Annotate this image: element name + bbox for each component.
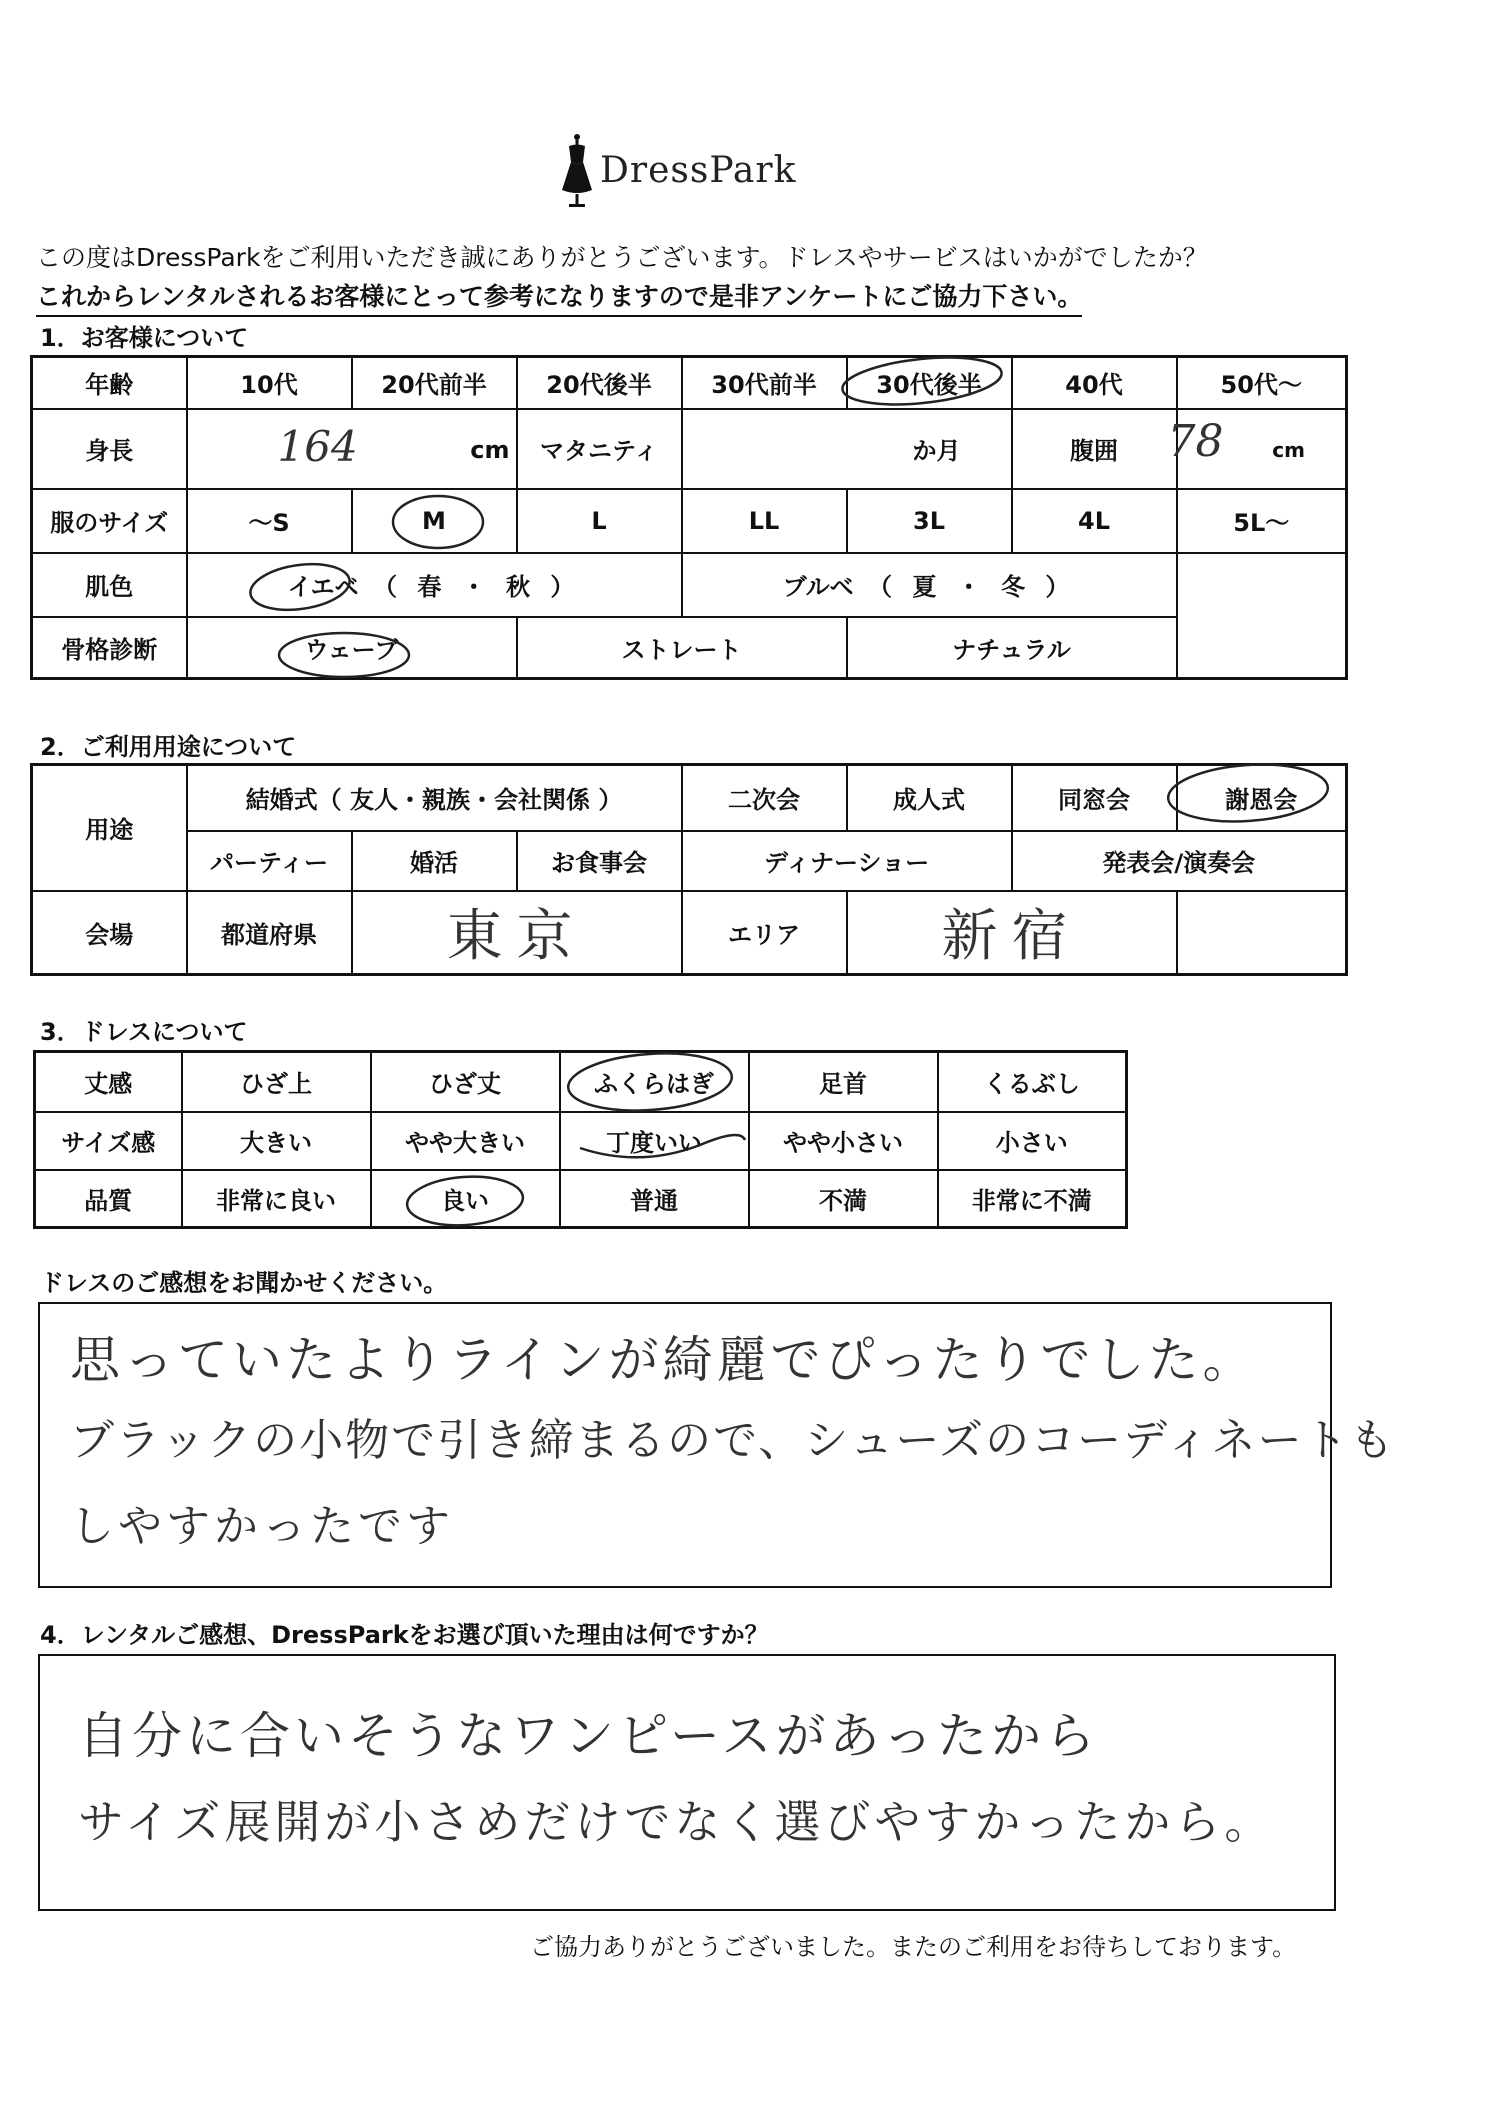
age-option[interactable]: 40代 bbox=[1012, 357, 1177, 409]
age-row bbox=[32, 357, 1347, 409]
fit-option[interactable]: やや大きい bbox=[371, 1112, 560, 1170]
purpose-option-selected[interactable]: 謝恩会 bbox=[1177, 765, 1347, 831]
length-option[interactable]: 足首 bbox=[749, 1052, 938, 1112]
frame-option[interactable]: ナチュラル bbox=[847, 617, 1177, 679]
size-option[interactable]: ～S bbox=[187, 489, 352, 553]
age-option[interactable]: 20代前半 bbox=[352, 357, 517, 409]
purpose-option[interactable]: ディナーショー bbox=[682, 831, 1012, 891]
height-unit: cm bbox=[470, 435, 510, 464]
purpose-row-1 bbox=[32, 765, 1347, 831]
skin-blue-option[interactable] bbox=[682, 553, 1177, 617]
skin-row bbox=[32, 553, 1347, 617]
fit-label: サイズ感 bbox=[35, 1112, 182, 1170]
venue-row bbox=[32, 891, 1347, 975]
age-option[interactable]: 20代後半 bbox=[517, 357, 682, 409]
dress-comment-box[interactable] bbox=[38, 1302, 1396, 1588]
quality-option[interactable]: 非常に良い bbox=[182, 1170, 371, 1228]
dress-comment-line: ブラックの小物で引き締まるので、シューズのコーディネートも bbox=[70, 1415, 1396, 1466]
size-option[interactable]: LL bbox=[682, 489, 847, 553]
intro-request: これからレンタルされるお客様にとって参考になりますので是非アンケートにご協力下さい。 bbox=[36, 277, 1082, 317]
purpose-option[interactable]: 二次会 bbox=[682, 765, 847, 831]
quality-option[interactable]: 不満 bbox=[749, 1170, 938, 1228]
frame-option[interactable]: ストレート bbox=[517, 617, 847, 679]
size-option[interactable]: 4L bbox=[1012, 489, 1177, 553]
purpose-label: 用途 bbox=[32, 765, 187, 891]
skin-label: 肌色 bbox=[32, 553, 187, 617]
waist-field[interactable] bbox=[1167, 409, 1347, 489]
size-option-selected[interactable]: M bbox=[352, 489, 517, 553]
frame-option-selected[interactable]: ウェーブ bbox=[187, 617, 517, 679]
age-option[interactable]: 10代 bbox=[187, 357, 352, 409]
empty-cell bbox=[1177, 617, 1347, 679]
age-option[interactable]: 30代前半 bbox=[682, 357, 847, 409]
reason-answer-box[interactable] bbox=[38, 1654, 1336, 1911]
height-label: 身長 bbox=[32, 409, 187, 489]
purpose-option[interactable]: 成人式 bbox=[847, 765, 1012, 831]
waist-value: 78 bbox=[1167, 415, 1224, 467]
quality-option-selected[interactable]: 良い bbox=[371, 1170, 560, 1228]
dress-comment-line: しやすかったです bbox=[70, 1501, 454, 1552]
height-value: 164 bbox=[277, 421, 358, 471]
size-option[interactable]: L bbox=[517, 489, 682, 553]
length-row bbox=[35, 1052, 1127, 1112]
prefecture-field[interactable] bbox=[352, 891, 682, 975]
frame-row bbox=[32, 617, 1347, 679]
dress-eval-table bbox=[33, 1050, 1128, 1229]
age-option-selected[interactable]: 30代後半 bbox=[847, 357, 1012, 409]
quality-label: 品質 bbox=[35, 1170, 182, 1228]
purpose-option[interactable]: お食事会 bbox=[517, 831, 682, 891]
maternity-label: マタニティ bbox=[517, 409, 682, 489]
length-option-selected[interactable]: ふくらはぎ bbox=[560, 1052, 749, 1112]
purpose-option[interactable]: パーティー bbox=[187, 831, 352, 891]
empty-cell bbox=[1177, 891, 1347, 975]
section2-title: 2．ご利用用途について bbox=[40, 733, 297, 761]
maternity-unit: か月 bbox=[912, 437, 961, 465]
skin-blue-base: ブルベ bbox=[782, 573, 854, 601]
length-label: 丈感 bbox=[35, 1052, 182, 1112]
height-row bbox=[32, 409, 1347, 489]
age-option[interactable]: 50代～ bbox=[1177, 357, 1347, 409]
waist-unit: cm bbox=[1272, 437, 1305, 462]
footer-thanks: ご協力ありがとうございました。またのご利用をお待ちしております。 bbox=[530, 1933, 1297, 1961]
purpose-table bbox=[30, 763, 1348, 976]
size-row bbox=[32, 489, 1347, 553]
section1-title: 1．お客様について bbox=[40, 324, 249, 352]
area-value: 新宿 bbox=[941, 904, 1082, 970]
dress-comment-line: 思っていたよりラインが綺麗でぴったりでした。 bbox=[70, 1331, 1257, 1389]
purpose-option[interactable]: 発表会/演奏会 bbox=[1012, 831, 1347, 891]
area-field[interactable] bbox=[847, 891, 1177, 975]
fit-option[interactable]: やや小さい bbox=[749, 1112, 938, 1170]
fit-option[interactable]: 大きい bbox=[182, 1112, 371, 1170]
dress-form-icon bbox=[560, 132, 594, 210]
intro-text: この度はDressParkをご利用いただき誠にありがとうございます。ドレスやサービスはいかがでしたか？ bbox=[36, 243, 1208, 272]
frame-label: 骨格診断 bbox=[32, 617, 187, 679]
size-label: 服のサイズ bbox=[32, 489, 187, 553]
skin-blue-detail: （ 夏 ・ 冬 ） bbox=[867, 573, 1076, 601]
purpose-row-2 bbox=[32, 831, 1347, 891]
section4-title: 4．レンタルご感想、DressParkをお選び頂いた理由は何ですか？ bbox=[40, 1621, 769, 1649]
customer-info-table bbox=[30, 355, 1348, 680]
prefecture-value: 東京 bbox=[446, 904, 587, 970]
skin-yellow-option[interactable] bbox=[187, 553, 682, 617]
purpose-option[interactable]: 結婚式（ 友人・親族・会社関係 ） bbox=[187, 765, 682, 831]
venue-label: 会場 bbox=[32, 891, 187, 975]
empty-cell bbox=[1177, 553, 1347, 617]
quality-option[interactable]: 非常に不満 bbox=[938, 1170, 1127, 1228]
reason-answer-line: サイズ展開が小さめだけでなく選びやすかったから。 bbox=[78, 1795, 1275, 1849]
fit-option-selected[interactable]: 丁度いい bbox=[560, 1112, 749, 1170]
size-option[interactable]: 5L～ bbox=[1177, 489, 1347, 553]
waist-label: 腹囲 bbox=[1012, 409, 1177, 489]
length-option[interactable]: ひざ上 bbox=[182, 1052, 371, 1112]
length-option[interactable]: ひざ丈 bbox=[371, 1052, 560, 1112]
quality-row bbox=[35, 1170, 1127, 1228]
reason-answer-line: 自分に合いそうなワンピースがあったから bbox=[78, 1707, 1099, 1765]
fit-row bbox=[35, 1112, 1127, 1170]
size-option[interactable]: 3L bbox=[847, 489, 1012, 553]
prefecture-label: 都道府県 bbox=[187, 891, 352, 975]
quality-option[interactable]: 普通 bbox=[560, 1170, 749, 1228]
brand-name: DressPark bbox=[600, 150, 797, 191]
height-field[interactable] bbox=[187, 409, 517, 489]
purpose-option[interactable]: 婚活 bbox=[352, 831, 517, 891]
fit-option[interactable]: 小さい bbox=[938, 1112, 1127, 1170]
brand-logo bbox=[560, 132, 820, 212]
purpose-option[interactable]: 同窓会 bbox=[1012, 765, 1177, 831]
skin-yellow-detail: （ 春 ・ 秋 ） bbox=[372, 573, 581, 601]
age-label: 年齢 bbox=[32, 357, 187, 409]
section3-title: 3．ドレスについて bbox=[40, 1018, 248, 1046]
dress-comment-prompt: ドレスのご感想をお聞かせください。 bbox=[40, 1269, 448, 1297]
maternity-field[interactable] bbox=[682, 409, 1012, 489]
area-label: エリア bbox=[682, 891, 847, 975]
skin-yellow-base: イエベ bbox=[287, 573, 359, 601]
length-option[interactable]: くるぶし bbox=[938, 1052, 1127, 1112]
